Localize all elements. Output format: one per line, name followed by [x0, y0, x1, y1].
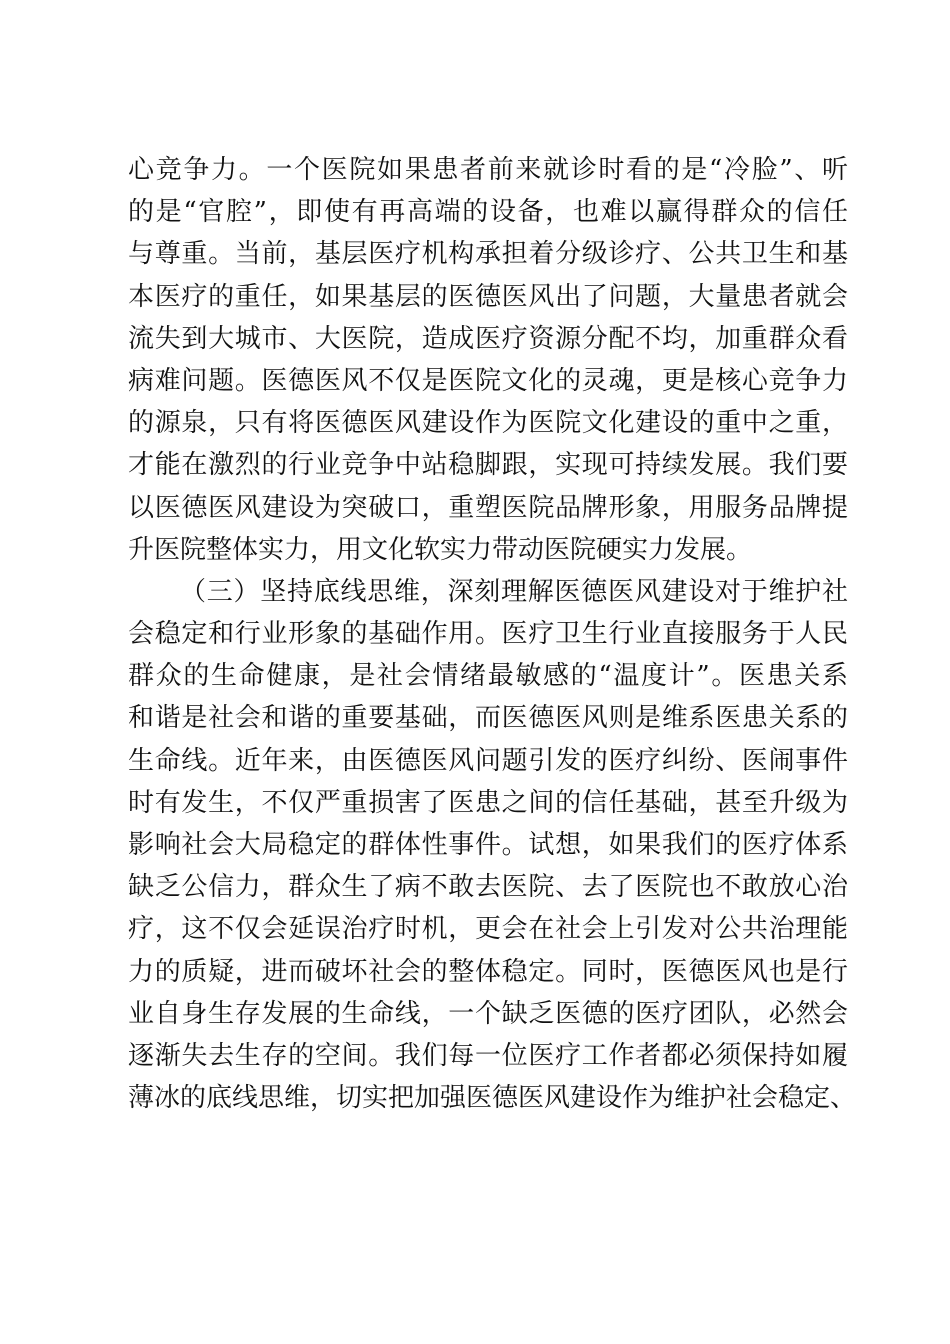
text-line: 升医院整体实力，用文化软实力带动医院硬实力发展。 [128, 534, 753, 565]
text-line: 心竞争力。一个医院如果患者前来就诊时看的是“冷脸”、听 [128, 155, 848, 185]
text-line: 病难问题。医德医风不仅是医院文化的灵魂，更是核心竞争力 [128, 365, 848, 396]
text-line: 业自身生存发展的生命线，一个缺乏医德的医疗团队，必然会 [128, 998, 848, 1029]
text-line: 影响社会大局稳定的群体性事件。试想，如果我们的医疗体系 [128, 830, 848, 860]
text-line: 才能在激烈的行业竞争中站稳脚跟，实现可持续发展。我们要 [128, 450, 848, 481]
text-line: 会稳定和行业形象的基础作用。医疗卫生行业直接服务于人民 [128, 619, 848, 650]
text-line: 生命线。近年来，由医德医风问题引发的医疗纠纷、医闹事件 [128, 745, 848, 776]
section-heading-line: （三）坚持底线思维，深刻理解医德医风建设对于维护社 [180, 576, 848, 607]
text-line: 力的质疑，进而破坏社会的整体稳定。同时，医德医风也是行 [128, 956, 848, 987]
body-text [128, 149, 857, 1119]
text-line: 时有发生，不仅严重损害了医患之间的信任基础，甚至升级为 [128, 787, 848, 818]
text-line: 缺乏公信力，群众生了病不敢去医院、去了医院也不敢放心治 [128, 872, 848, 903]
text-line: 疗，这不仅会延误治疗时机，更会在社会上引发对公共治理能 [128, 914, 848, 945]
text-line: 以医德医风建设为突破口，重塑医院品牌形象，用服务品牌提 [128, 492, 848, 523]
text-line: 和谐是社会和谐的重要基础，而医德医风则是维系医患关系的 [128, 703, 848, 734]
text-line: 与尊重。当前，基层医疗机构承担着分级诊疗、公共卫生和基 [128, 239, 848, 270]
text-line: 本医疗的重任，如果基层的医德医风出了问题，大量患者就会 [128, 281, 848, 312]
text-line: 流失到大城市、大医院，造成医疗资源分配不均，加重群众看 [128, 323, 848, 354]
text-line: 逐渐失去生存的空间。我们每一位医疗工作者都必须保持如履 [128, 1040, 848, 1071]
text-line: 群众的生命健康，是社会情绪最敏感的“温度计”。医患关系 [128, 661, 848, 692]
text-line: 的源泉，只有将医德医风建设作为医院文化建设的重中之重， [128, 408, 848, 439]
text-line: 的是“官腔”，即使有再高端的设备，也难以赢得群众的信任 [128, 197, 848, 228]
text-line: 薄冰的底线思维，切实把加强医德医风建设作为维护社会稳定、 [128, 1083, 857, 1114]
